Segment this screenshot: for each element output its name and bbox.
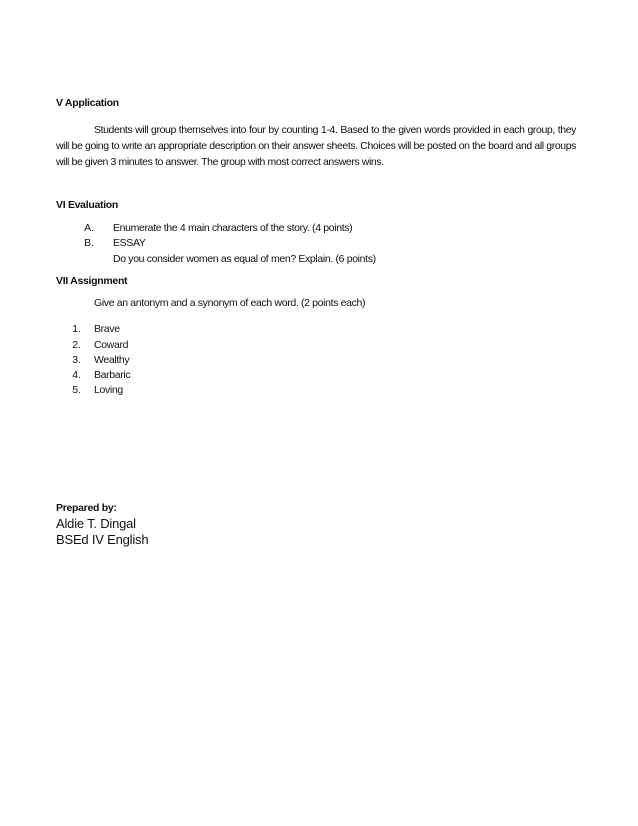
word-list-item: Coward xyxy=(94,339,129,351)
evaluation-item-marker: A. xyxy=(84,222,94,234)
application-paragraph: Students will group themselves into four by counting 1-4. Based to the given words provided in each group, they will be going to write an appropriate description on their answer sheets. Choices will be posted on the board and all groups will be given 3 minutes to answer. The group with most correct answers wins. xyxy=(56,124,576,168)
evaluation-item-text: ESSAY xyxy=(113,237,146,249)
word-list-item: Loving xyxy=(94,384,123,396)
word-list-marker: 3. xyxy=(72,354,81,366)
evaluation-item-marker: B. xyxy=(84,237,94,249)
evaluation-item-text: Enumerate the 4 main characters of the story. (4 points) xyxy=(113,222,353,234)
word-list-marker: 2. xyxy=(72,339,81,351)
word-list-marker: 1. xyxy=(72,323,81,335)
word-list-marker: 5. xyxy=(72,384,81,396)
word-list-marker: 4. xyxy=(72,369,81,381)
assignment-heading: VII Assignment xyxy=(56,275,128,287)
preparer-name: Aldie T. Dingal xyxy=(56,516,136,531)
application-heading: V Application xyxy=(56,97,119,109)
word-list-item: Barbaric xyxy=(94,369,131,381)
evaluation-heading: VI Evaluation xyxy=(56,199,119,211)
word-list-item: Wealthy xyxy=(94,354,130,366)
word-list-item: Brave xyxy=(94,323,120,335)
preparer-course: BSEd IV English xyxy=(56,532,149,547)
prepared-by-label: Prepared by: xyxy=(56,502,117,514)
assignment-instruction: Give an antonym and a synonym of each word. (2 points each) xyxy=(94,297,366,309)
essay-question: Do you consider women as equal of men? Explain. (6 points) xyxy=(113,253,376,265)
